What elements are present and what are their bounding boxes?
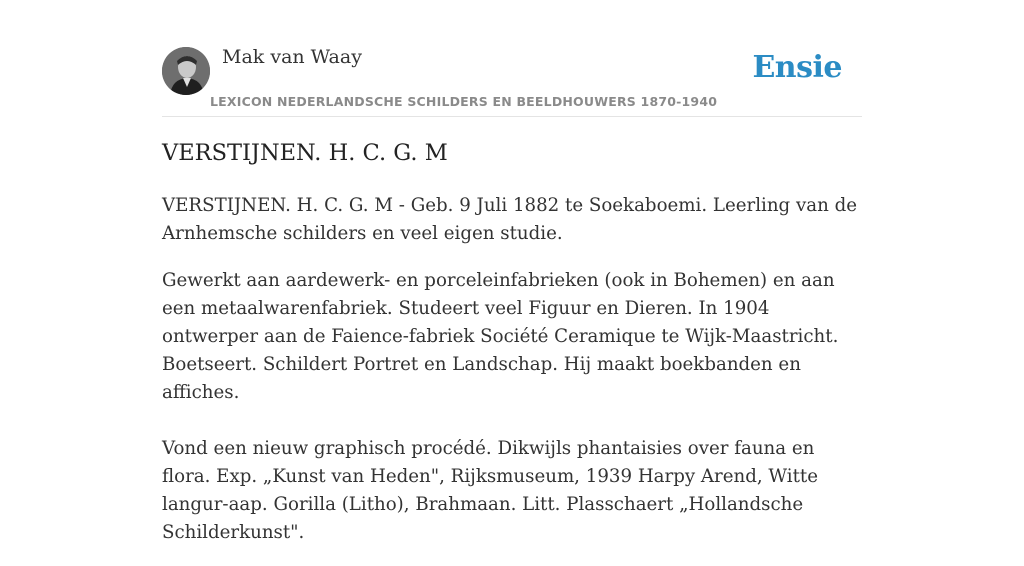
page-header <box>162 0 862 117</box>
entry-title: VERSTIJNEN. H. C. G. M <box>162 140 448 166</box>
brand-logo[interactable]: Ensie <box>752 50 842 85</box>
entry-paragraph: Vond een nieuw graphisch procédé. Dikwijls phantaisies over fauna en flora. Exp. „Kunst van Heden", Rijksmuseum, 1939 Harpy Arend, Witte langur-aap. Gorilla (Litho), Brahmaan. Litt. Plasschaert „Hollandsche Schilderkunst". <box>162 438 818 543</box>
author-name[interactable]: Mak van Waay <box>222 46 362 68</box>
page-container <box>162 0 862 543</box>
source-title[interactable]: LEXICON NEDERLANDSCHE SCHILDERS EN BEELDHOUWERS 1870-1940 <box>210 94 718 109</box>
entry-body <box>162 192 862 566</box>
entry-paragraph: Gewerkt aan aardewerk- en porceleinfabrieken (ook in Bohemen) en aan een metaalwarenfabriek. Studeert veel Figuur en Dieren. In 1904 ontwerper aan de Faience-fabriek Société Ceramique te Wijk-Maastricht. Boetseert. Schildert Portret en Landschap. Hij maakt boekbanden en affiches. <box>162 270 839 403</box>
entry-paragraph: VERSTIJNEN. H. C. G. M - Geb. 9 Juli 1882 te Soekaboemi. Leerling van de Arnhemsche schilders en veel eigen studie. <box>162 195 857 244</box>
author-avatar[interactable] <box>162 47 210 95</box>
portrait-icon <box>162 47 210 95</box>
